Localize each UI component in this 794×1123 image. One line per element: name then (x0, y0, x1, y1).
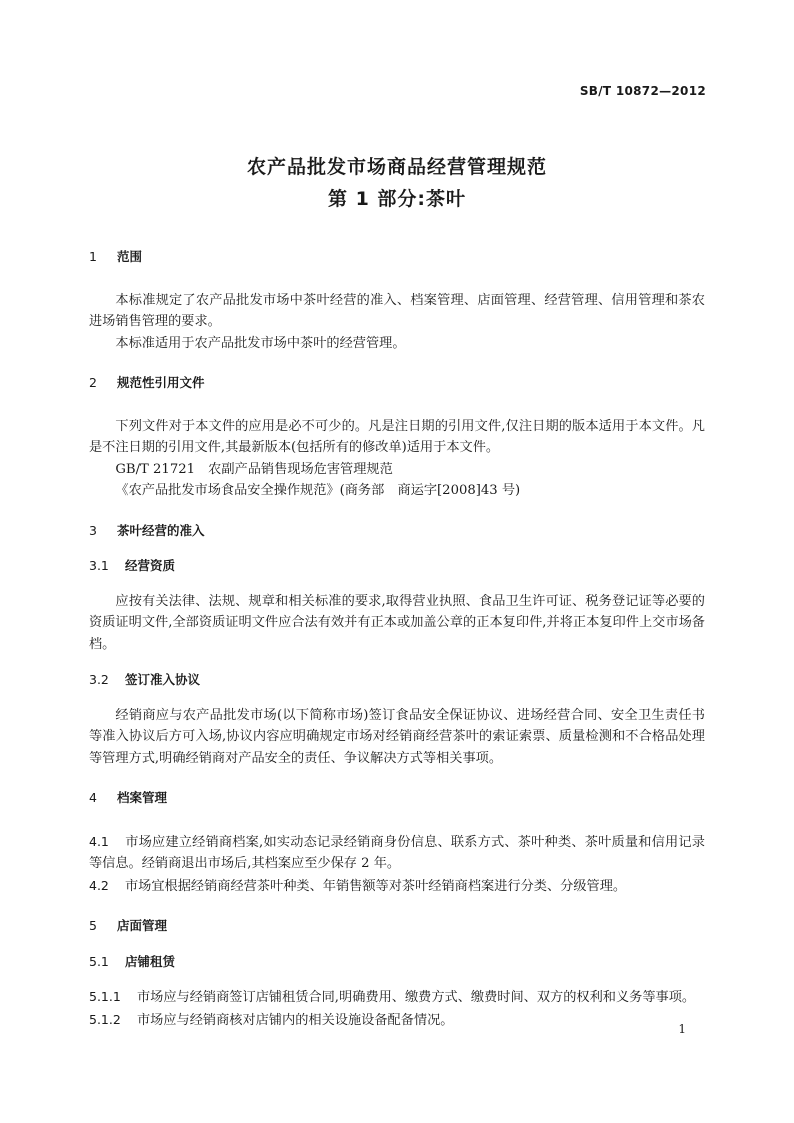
item-text: 市场应与经销商签订店铺租赁合同,明确费用、缴费方式、缴费时间、双方的权利和义务等事项。 (137, 990, 696, 1005)
numbered-item (89, 831, 705, 875)
section-heading (89, 915, 705, 937)
subsection-number: 5.1 (89, 953, 109, 969)
subsection-heading (89, 555, 705, 577)
document-subtitle: 第 1 部分:茶叶 (327, 188, 467, 210)
section-heading (89, 787, 705, 809)
section-title: 茶叶经营的准入 (117, 522, 205, 538)
paragraph: 应按有关法律、法规、规章和相关标准的要求,取得营业执照、食品卫生许可证、税务登记证等必要的资质证明文件,全部资质证明文件应合法有效并有正本或加盖公章的正本复印件,并将正本复印件上交市场备档。 (89, 593, 705, 652)
paragraph: 本标准规定了农产品批发市场中茶叶经营的准入、档案管理、店面管理、经营管理、信用管理和茶农进场销售管理的要求。 (89, 292, 705, 329)
subsection-heading (89, 951, 705, 973)
section-number: 5 (89, 918, 97, 933)
standard-code: SB/T 10872—2012 (579, 84, 706, 98)
document-body (89, 246, 705, 1031)
reference-item: GB/T 21721 农副产品销售现场危害管理规范 (115, 461, 393, 477)
section-title: 档案管理 (117, 790, 168, 805)
numbered-item (89, 986, 705, 1009)
section-heading (89, 246, 705, 268)
subsection-heading (89, 669, 705, 691)
subsection-title: 经营资质 (125, 558, 176, 573)
subsection-number: 3.1 (89, 558, 109, 573)
section-title: 规范性引用文件 (117, 375, 205, 390)
item-number: 5.1.2 (89, 1011, 121, 1027)
reference-item: 《农产品批发市场食品安全操作规范》(商务部 商运字[2008]43 号) (115, 483, 521, 498)
section-title: 店面管理 (117, 918, 168, 933)
section-number: 4 (89, 790, 97, 805)
paragraph: 经销商应与农产品批发市场(以下简称市场)签订食品安全保证协议、进场经营合同、安全卫生责任书等准入协议后方可入场,协议内容应明确规定市场对经销商经营茶叶的索证索票、质量检测和不合格品处理等管理方式,明确经销商对产品安全的责任、争议解决方式等相关事项。 (89, 707, 705, 766)
section-title: 范围 (117, 249, 143, 264)
paragraph: 下列文件对于本文件的应用是必不可少的。凡是注日期的引用文件,仅注日期的版本适用于本文件。凡是不注日期的引用文件,其最新版本(包括所有的修改单)适用于本文件。 (89, 418, 705, 455)
section-heading (89, 372, 705, 394)
item-number: 4.2 (89, 877, 109, 893)
item-number: 5.1.1 (89, 989, 121, 1004)
item-text: 市场应建立经销商档案,如实动态记录经销商身份信息、联系方式、茶叶种类、茶叶质量和信用记录等信息。经销商退出市场后,其档案应至少保存 2 年。 (89, 834, 705, 871)
subsection-title: 签订准入协议 (125, 672, 201, 687)
item-text: 市场宜根据经销商经营茶叶种类、年销售额等对茶叶经销商档案进行分类、分级管理。 (125, 878, 627, 894)
item-number: 4.1 (89, 833, 109, 849)
document-title: 农产品批发市场商品经营管理规范 (246, 156, 547, 178)
subsection-title: 店铺租赁 (125, 953, 176, 969)
item-text: 市场应与经销商核对店铺内的相关设施设备配备情况。 (137, 1012, 454, 1028)
numbered-item (89, 875, 705, 898)
page-number: 1 (678, 1022, 686, 1036)
section-heading (89, 520, 705, 542)
paragraph: 本标准适用于农产品批发市场中茶叶的经营管理。 (115, 335, 406, 351)
section-number: 3 (89, 522, 97, 538)
numbered-item (89, 1009, 705, 1032)
section-number: 1 (89, 249, 97, 264)
subsection-number: 3.2 (89, 672, 109, 687)
section-number: 2 (89, 375, 97, 390)
